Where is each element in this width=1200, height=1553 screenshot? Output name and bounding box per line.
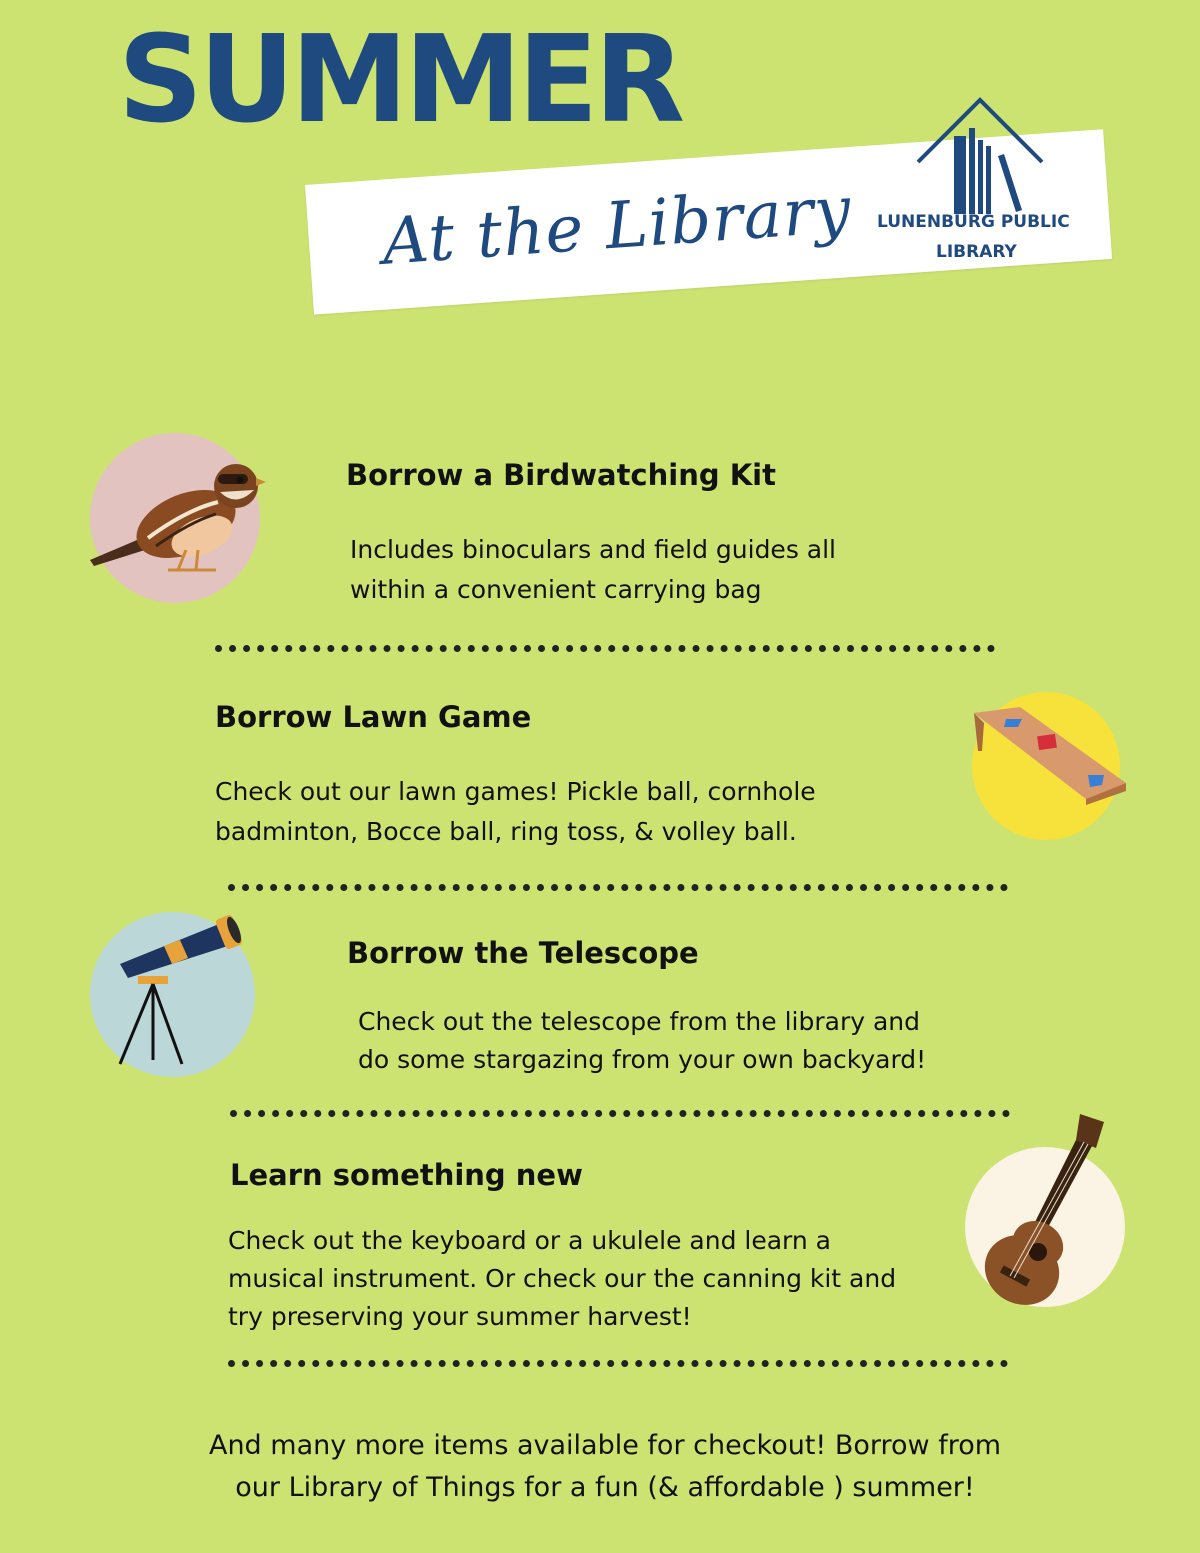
item-body-lawn-game	[215, 772, 816, 852]
divider	[228, 884, 1008, 891]
divider	[215, 645, 995, 652]
logo-text-line2: LIBRARY	[936, 242, 1017, 262]
item-heading-telescope: Borrow the Telescope	[347, 936, 699, 970]
ukulele-icon	[980, 1112, 1110, 1312]
item-body-line: try preserving your summer harvest!	[228, 1302, 692, 1331]
item-body-learn	[228, 1222, 896, 1336]
item-body-line: Check out the telescope from the library and	[358, 1007, 920, 1036]
item-body-line: badminton, Bocce ball, ring toss, & volley ball.	[215, 817, 797, 846]
divider	[230, 1110, 1010, 1117]
item-heading-lawn-game: Borrow Lawn Game	[215, 700, 532, 734]
item-body-line: Check out our lawn games! Pickle ball, cornhole	[215, 777, 816, 806]
bird-icon	[86, 452, 266, 582]
telescope-icon	[108, 910, 248, 1070]
footer-text	[60, 1425, 1150, 1509]
item-body-line: Check out the keyboard or a ukulele and learn a	[228, 1226, 831, 1255]
divider	[228, 1360, 1008, 1367]
item-body-birdwatching	[350, 530, 836, 610]
page-title: SUMMER	[118, 8, 682, 150]
item-body-telescope	[358, 1003, 926, 1079]
item-body-line: within a convenient carrying bag	[350, 575, 762, 604]
item-body-line: musical instrument. Or check our the canning kit and	[228, 1264, 897, 1293]
item-heading-learn: Learn something new	[230, 1158, 583, 1192]
footer-line: And many more items available for checkout! Borrow from	[208, 1430, 1002, 1461]
item-body-line: Includes binoculars and field guides all	[350, 535, 836, 564]
footer-line: our Library of Things for a fun (& affordable ) summer!	[235, 1471, 975, 1503]
subtitle-script: At the Library	[380, 173, 854, 280]
logo-text-line1: LUNENBURG PUBLIC	[877, 212, 1070, 232]
library-house-books-icon	[912, 96, 1052, 216]
cornhole-board-icon	[970, 705, 1130, 805]
item-body-line: do some stargazing from your own backyard!	[358, 1045, 927, 1074]
item-heading-birdwatching: Borrow a Birdwatching Kit	[346, 458, 776, 492]
